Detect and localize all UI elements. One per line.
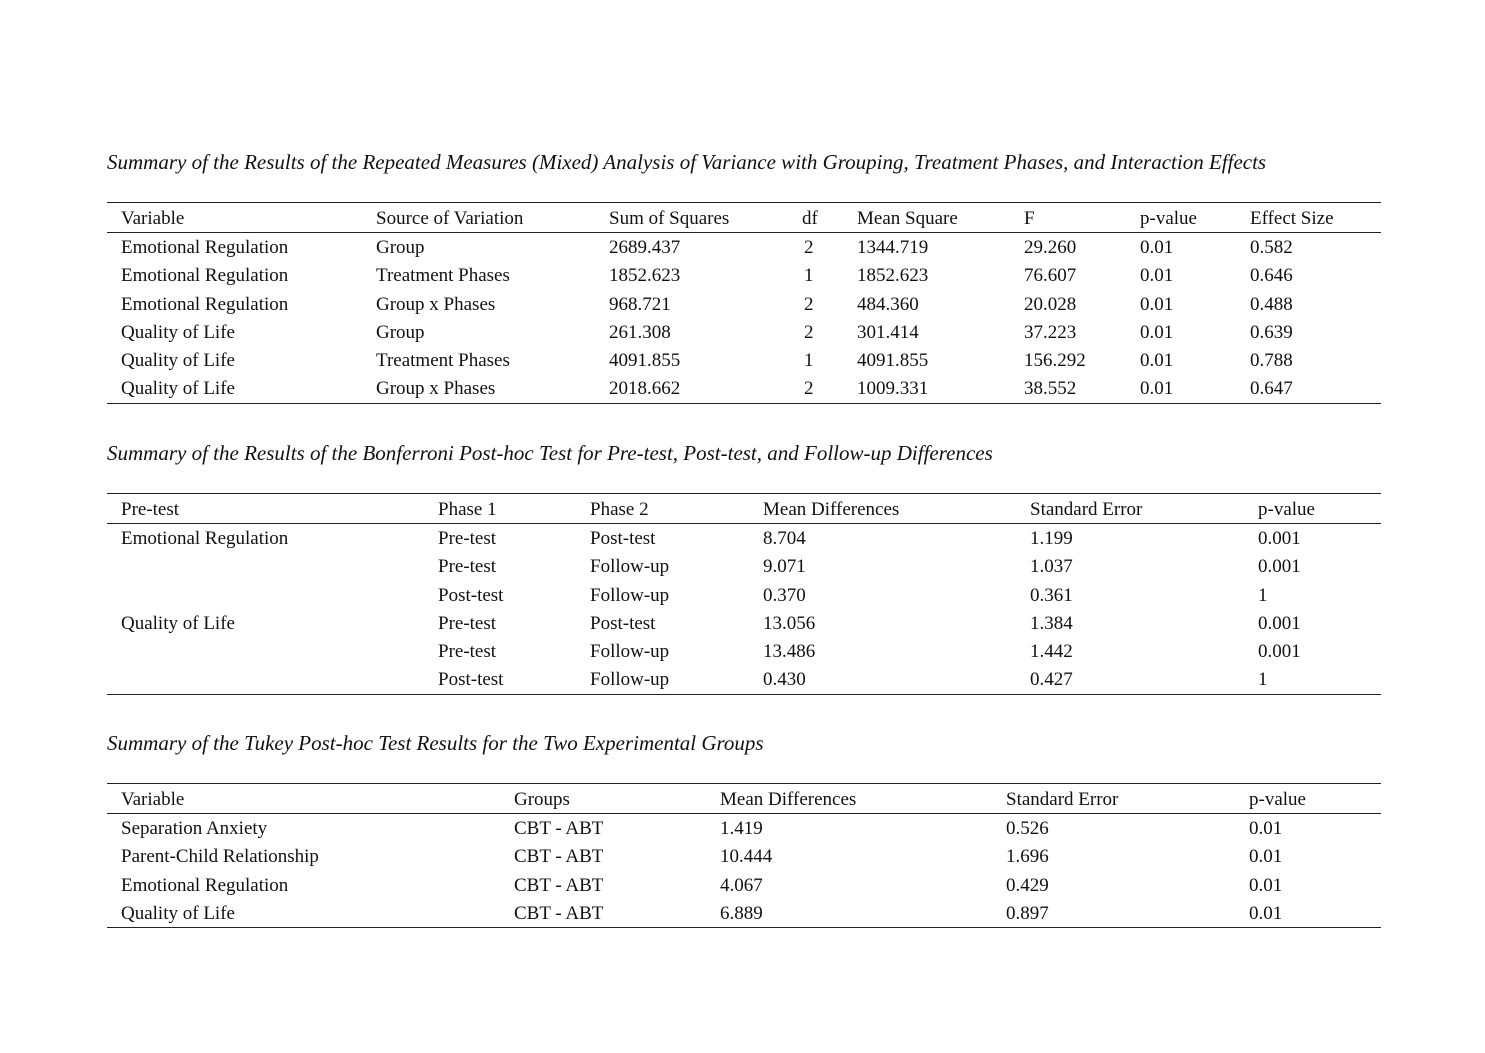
table-cell: 0.582	[1250, 237, 1293, 258]
table-cell: 1.419	[720, 818, 763, 839]
table-cell: 6.889	[720, 902, 763, 924]
bonferroni-table	[107, 493, 1381, 695]
table-cell: Follow-up	[590, 584, 670, 606]
table-cell: Quality of Life	[121, 378, 235, 400]
table-cell: Group x Phases	[376, 378, 496, 400]
table-cell: Emotional Regulation	[121, 874, 289, 896]
table-header-row	[107, 494, 1381, 524]
table-cell: 13.486	[763, 641, 816, 663]
table-cell: 0.429	[1006, 874, 1049, 896]
header-cell: Sum of Squares	[609, 208, 730, 229]
table-cell: Pre-test	[438, 556, 497, 578]
table-cell: Emotional Regulation	[121, 265, 289, 287]
header-cell: p-value	[1258, 499, 1315, 520]
table-cell: 968.721	[609, 293, 671, 315]
table2-caption: Summary of the Results of the Bonferroni Post-hoc Test for Pre-test, Post-test, and Follow-up Differences	[107, 441, 993, 465]
table-row	[107, 665, 1381, 693]
table-cell: Group	[376, 237, 425, 258]
table-row	[107, 233, 1381, 261]
header-cell: Pre-test	[121, 499, 180, 520]
table-cell: Post-test	[590, 528, 656, 549]
header-cell: Groups	[514, 789, 570, 810]
table-cell: 0.01	[1249, 902, 1283, 924]
table-cell: 1.199	[1030, 528, 1073, 549]
table3-caption: Summary of the Tukey Post-hoc Test Results for the Two Experimental Groups	[107, 731, 764, 755]
table-cell: 0.897	[1006, 902, 1049, 924]
table-cell: 0.370	[763, 584, 806, 606]
table-cell: 20.028	[1024, 293, 1077, 315]
table-cell: 8.704	[763, 528, 806, 549]
table-row	[107, 581, 1381, 609]
table-cell: 4091.855	[857, 350, 929, 372]
table-cell: 1.442	[1030, 641, 1073, 663]
header-cell: Phase 1	[438, 499, 497, 520]
table-cell: 0.01	[1249, 846, 1283, 868]
table-cell: 0.001	[1258, 528, 1301, 549]
table-cell: Quality of Life	[121, 321, 235, 343]
table-cell: 1	[804, 265, 814, 287]
table-cell: 0.01	[1140, 237, 1174, 258]
table-row	[107, 374, 1381, 402]
header-cell: Variable	[121, 208, 185, 229]
table-header-row	[107, 203, 1381, 233]
table-cell: Group x Phases	[376, 293, 496, 315]
table-cell: 2	[804, 293, 814, 315]
table-cell: 37.223	[1024, 321, 1077, 343]
table-cell: 2018.662	[609, 378, 681, 400]
table-cell: 1.037	[1030, 556, 1073, 578]
header-cell: Mean Differences	[720, 789, 857, 810]
table-cell: 1	[1258, 669, 1268, 691]
table-cell: Follow-up	[590, 641, 670, 663]
table-cell: 0.001	[1258, 612, 1301, 634]
table-cell: Follow-up	[590, 556, 670, 578]
table-row	[107, 290, 1381, 318]
table-cell: CBT - ABT	[514, 818, 604, 839]
table-row	[107, 637, 1381, 665]
table-cell: Quality of Life	[121, 612, 235, 634]
table-cell: Pre-test	[438, 612, 497, 634]
table-cell: 0.430	[763, 669, 806, 691]
table-cell: 301.414	[857, 321, 919, 343]
table-cell: Emotional Regulation	[121, 237, 289, 258]
table-cell: 4091.855	[609, 350, 681, 372]
table-cell: 0.639	[1250, 321, 1293, 343]
table-cell: Treatment Phases	[376, 350, 510, 372]
table-cell: 4.067	[720, 874, 763, 896]
table-cell: 10.444	[720, 846, 773, 868]
table-cell: 2	[804, 321, 814, 343]
table-cell: 1852.623	[609, 265, 681, 287]
table-row	[107, 318, 1381, 346]
table-cell: 0.788	[1250, 350, 1293, 372]
table-cell: 0.01	[1140, 265, 1174, 287]
table-cell: 0.361	[1030, 584, 1073, 606]
table-cell: Emotional Regulation	[121, 528, 289, 549]
table-cell: 2689.437	[609, 237, 681, 258]
table-row	[107, 609, 1381, 637]
header-cell: Variable	[121, 789, 185, 810]
table-cell: Parent-Child Relationship	[121, 846, 319, 868]
table-cell: 0.427	[1030, 669, 1073, 691]
header-cell: Source of Variation	[376, 208, 524, 229]
table-cell: Follow-up	[590, 669, 670, 691]
table-cell: 29.260	[1024, 237, 1077, 258]
table-cell: Post-test	[438, 669, 504, 691]
table-cell: 0.001	[1258, 641, 1301, 663]
table-cell: 0.01	[1140, 378, 1174, 400]
table-cell: Pre-test	[438, 528, 497, 549]
table-cell: 0.488	[1250, 293, 1293, 315]
table-cell: 9.071	[763, 556, 806, 578]
table-row	[107, 899, 1381, 927]
table-cell: 1.696	[1006, 846, 1049, 868]
table-cell: 1852.623	[857, 265, 929, 287]
table-row	[107, 814, 1381, 842]
table-cell: Post-test	[438, 584, 504, 606]
header-cell: Phase 2	[590, 499, 649, 520]
header-cell: p-value	[1140, 208, 1197, 229]
table-cell: 76.607	[1024, 265, 1077, 287]
table-row	[107, 871, 1381, 899]
table-cell: 0.01	[1140, 293, 1174, 315]
table-row	[107, 552, 1381, 580]
table-cell: 484.360	[857, 293, 919, 315]
table-row	[107, 261, 1381, 289]
table-cell: Quality of Life	[121, 902, 235, 924]
tukey-table	[107, 783, 1381, 928]
table-cell: 1009.331	[857, 378, 929, 400]
table-cell: Group	[376, 321, 425, 343]
header-cell: df	[802, 208, 818, 229]
header-cell: F	[1024, 208, 1035, 229]
table-cell: 0.01	[1249, 818, 1283, 839]
table-cell: 1	[1258, 584, 1268, 606]
table-row	[107, 346, 1381, 374]
table-cell: Quality of Life	[121, 350, 235, 372]
anova-table	[107, 202, 1381, 404]
header-cell: Effect Size	[1250, 208, 1334, 229]
table-row	[107, 524, 1381, 552]
table-header-row	[107, 784, 1381, 814]
header-cell: Mean Differences	[763, 499, 900, 520]
table1-caption: Summary of the Results of the Repeated Measures (Mixed) Analysis of Variance with Grouping, Treatment Phases, and Interaction Effects	[107, 150, 1267, 174]
table-cell: CBT - ABT	[514, 846, 604, 868]
table-cell: 0.526	[1006, 818, 1049, 839]
header-cell: Standard Error	[1030, 499, 1143, 520]
table-cell: 1.384	[1030, 612, 1073, 634]
table-cell: 0.01	[1140, 350, 1174, 372]
header-cell: Mean Square	[857, 208, 958, 229]
header-cell: Standard Error	[1006, 789, 1119, 810]
table-cell: Post-test	[590, 612, 656, 634]
table-cell: 0.01	[1140, 321, 1174, 343]
table-cell: Pre-test	[438, 641, 497, 663]
table-cell: 13.056	[763, 612, 816, 634]
table-cell: 0.001	[1258, 556, 1301, 578]
table-cell: 0.646	[1250, 265, 1293, 287]
table-cell: CBT - ABT	[514, 902, 604, 924]
table-cell: 1	[804, 350, 814, 372]
table-cell: Emotional Regulation	[121, 293, 289, 315]
table-cell: Treatment Phases	[376, 265, 510, 287]
table-row	[107, 842, 1381, 870]
table-cell: 261.308	[609, 321, 671, 343]
table-cell: 156.292	[1024, 350, 1086, 372]
table-cell: CBT - ABT	[514, 874, 604, 896]
header-cell: p-value	[1249, 789, 1306, 810]
table-cell: 38.552	[1024, 378, 1077, 400]
table-cell: 2	[804, 378, 814, 400]
table-cell: 1344.719	[857, 237, 929, 258]
table-cell: 0.01	[1249, 874, 1283, 896]
table-cell: Separation Anxiety	[121, 818, 268, 839]
table-cell: 2	[804, 237, 814, 258]
table-cell: 0.647	[1250, 378, 1293, 400]
